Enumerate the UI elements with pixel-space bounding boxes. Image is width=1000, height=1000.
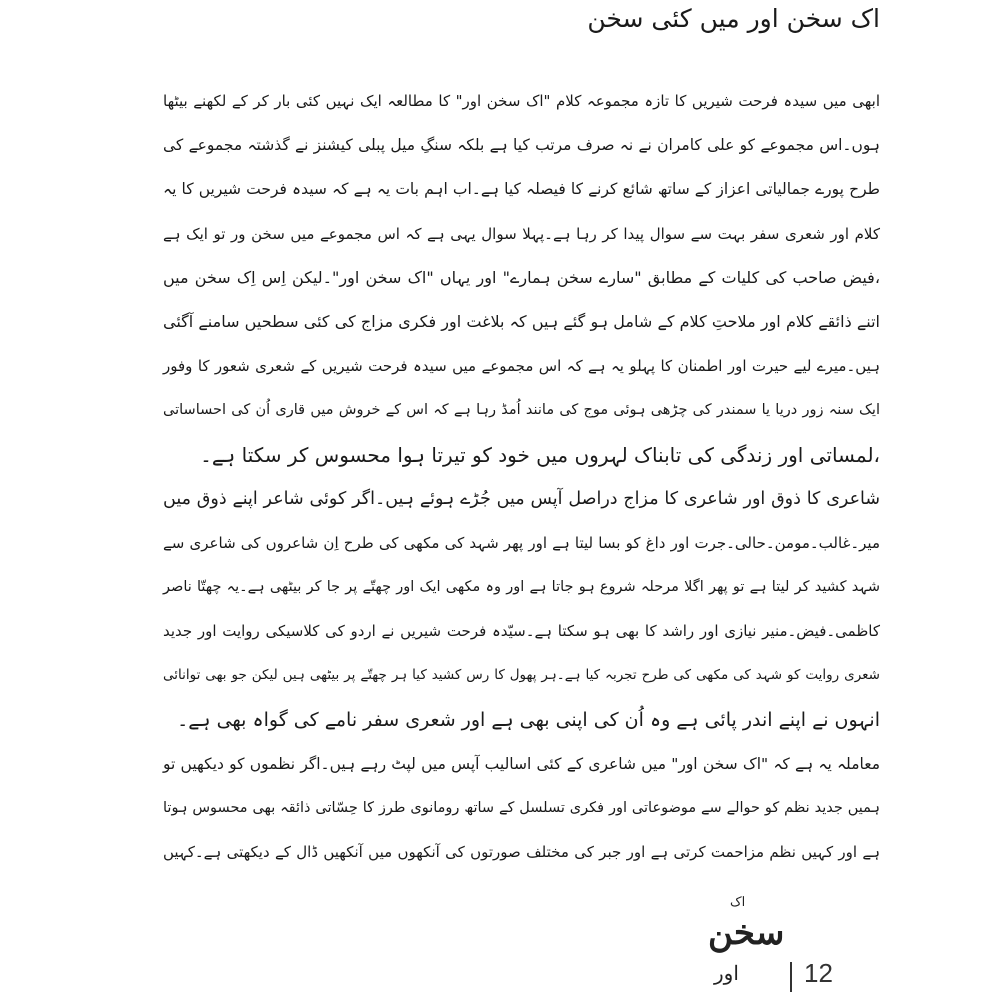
text-line: شہد کشید کر لیتا ہے تو پھر اگلا مرحلہ شروع ہو جاتا ہے اور وہ مکھی ایک اور چھتّے پر جا کر بیٹھی ہے۔یہ چھتّا ناصر [163,579,880,596]
text-line: شاعری کا ذوق اور شاعری کا مزاج دراصل آپس میں جُڑے ہوئے ہیں۔اگر کوئی شاعر اپنے ذوق میں [163,488,880,509]
text-line: طرح پورے جمالیاتی اعزاز کے ساتھ شائع کرنے کا فیصلہ کیا ہے۔اب اہم بات یہ ہے کہ سیدہ فرحت شیریں کا یہ [163,180,880,199]
article-body [163,84,880,879]
text-line: ایک سنہ زور دریا یا سمندر کی چڑھی ہوئی موج کی مانند اُمڈ رہا ہے کہ اس کے خروش میں قاری اُن کی احساساتی [163,402,880,419]
text-line: میر۔غالب۔مومن۔حالی۔جرت اور داغ کو بسا لیتا ہے اور پھر شہد کی مکھی کی طرح اِن شاعروں کی شاعری سے [163,533,880,552]
text-line: ہمیں جدید نظم کو حوالے سے موضوعاتی اور فکری تسلسل کے ساتھ رومانوی طرز کا حِسّاتی ذائقہ بھی محسوس ہوتا [163,800,880,816]
text-line: ،لمساتی اور زندگی کی تابناک لہروں میں خود کو تیرتا ہوا محسوس کر سکتا ہے۔ [200,442,880,467]
text-line: اتنے ذائقے کلام اور ملاحتِ کلام کے شامل ہو گئے ہیں کہ بلاغت اور فکری مزاج کی کئی سطحیں سامنے آگئی [163,311,880,331]
text-line: ہیں۔میرے لیے حیرت اور اطمنان کا پہلو یہ ہے کہ اس مجموعے میں سیدہ فرحت شیریں کے شعری شعور کا وفور [163,357,880,376]
text-line: ابھی میں سیدہ فرحت شیریں کا تازہ مجموعہ کلام "اک سخن اور" کا مطالعہ ایک نہیں کئی بار کر کے لکھنے بیٹھا [163,92,880,110]
text-line: ہے اور کہیں نظم مزاحمت کرتی ہے اور جبر کی مختلف صورتوں کی آنکھوں میں آنکھیں ڈال کے دیکھتی ہے۔کہیں [163,843,880,862]
text-line: ہوں۔اس مجموعے کو علی کامران نے نہ صرف مرتب کیا ہے بلکہ سنگِ میل پبلی کیشنز نے گذشتہ مجموعے کی [163,136,880,155]
text-line: شعری روایت کو شہد کی مکھی کی طرح تجربہ کیا ہے۔ہر پھول کا رس کشید کیا ہر چھتّے پر بیٹھی ہیں لیکن جو بھی توانائی [163,667,880,684]
text-line: کلام اور شعری سفر بہت سے سوال پیدا کر رہا ہے۔پہلا سوال یہی ہے کہ اس مجموعے میں سخن ور تو ایک ہے [163,224,880,243]
footer-divider [790,962,792,992]
text-line: کاظمی۔فیض۔منیر نیازی اور راشد کا بھی ہو سکتا ہے۔سیّدہ فرحت شیریں نے اردو کی کلاسیکی روایت اور جدید [163,622,880,641]
text-line: معاملہ یہ ہے کہ "اک سخن اور" میں شاعری کے کئی اسالیب آپس میں لپٹ رہے ہیں۔اگر نظموں کو دیکھیں تو [163,754,880,773]
book-logo [708,895,785,990]
page-title: اک سخن اور میں کئی سخن [587,4,880,33]
text-line: انہوں نے اپنے اندر پائی ہے وہ اُن کی اپنی بھی ہے اور شعری سفر نامے کی گواہ بھی ہے۔ [177,708,880,731]
logo-middle: سخن [708,913,785,953]
page-number: 12 [804,958,833,988]
logo-bottom: اور [714,961,739,985]
text-line: ،فیض صاحب کی کلیات کے مطابق "سارے سخن ہمارے" اور یہاں "اک سخن اور"۔لیکن اِس اِک سخن میں [163,267,880,287]
logo-top: اک [730,895,746,910]
